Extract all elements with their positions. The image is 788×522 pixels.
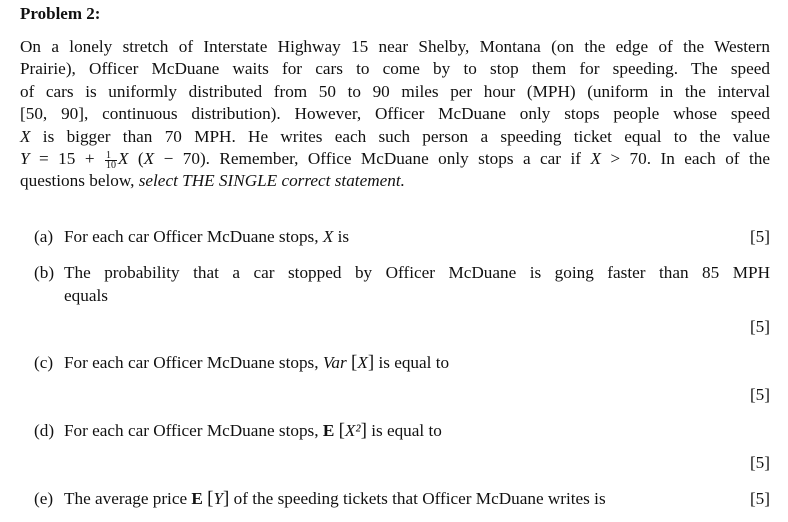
question-text	[64, 352, 770, 374]
var-x: X	[357, 353, 368, 372]
fraction	[105, 151, 117, 170]
var-x-squared: X²	[344, 421, 361, 440]
question-text-part: is equal to	[374, 353, 450, 372]
question-text	[64, 420, 770, 442]
problem-statement	[20, 36, 770, 193]
marks-e: [5]	[749, 489, 770, 508]
statement-line-5-text: is bigger than 70 MPH. He writes each such person a speeding ticket equal to the value	[30, 126, 770, 146]
right-bracket: ]	[367, 352, 375, 373]
left-bracket: [	[207, 488, 214, 509]
question-text-part: For each car Officer McDuane stops,	[64, 227, 323, 246]
question-text-part: of the speeding tickets that Officer McDuane writes is	[229, 489, 606, 508]
statement-line-3: of cars is uniformly distributed from 50 to 90 miles per hour (MPH) (uniform in the interval	[20, 81, 770, 101]
right-bracket: ]	[360, 420, 367, 441]
statement-line-5	[20, 126, 770, 148]
question-text-part: For each car Officer McDuane stops,	[64, 353, 323, 372]
question-label: (c)	[34, 353, 54, 372]
question-text: The probability that a car stopped by Officer McDuane is going faster than 85 MPH	[64, 263, 770, 282]
instruction-emphasis: select THE SINGLE correct statement.	[138, 171, 405, 191]
marks-c: [5]	[749, 385, 770, 404]
problem-page	[20, 0, 770, 522]
var-x: X	[322, 227, 334, 246]
var-x: X	[20, 126, 31, 146]
condition-text: > 70. In each of the	[600, 149, 770, 169]
var-y: Y	[20, 149, 30, 169]
marks-a: [5]	[749, 227, 770, 246]
question-text-part: The average price	[64, 489, 192, 508]
problem-title: Problem 2:	[20, 4, 101, 23]
var-operator: Var	[322, 353, 347, 372]
question-label: (a)	[34, 227, 54, 246]
question-text-part: For each car Officer McDuane stops,	[64, 421, 323, 440]
var-y: Y	[213, 489, 224, 508]
statement-line-2: Prairie), Officer McDuane waits for cars to come by to stop them for speeding. The speed	[20, 59, 770, 79]
fraction-numerator: 1	[105, 151, 117, 161]
expectation-operator: E	[191, 489, 203, 508]
equation-rest: X (X − 70). Remember, Office McDuane only stops a car if	[117, 149, 591, 169]
statement-line-7	[20, 170, 770, 192]
left-bracket: [	[338, 420, 345, 441]
question-text-part: is equal to	[366, 421, 442, 440]
right-bracket: ]	[223, 488, 230, 509]
fraction-denominator: 10	[105, 160, 116, 172]
question-text	[64, 226, 770, 248]
question-label: (d)	[34, 421, 55, 440]
var-x-condition: X	[590, 149, 601, 169]
question-text-part: is	[333, 227, 350, 246]
statement-line-4: [50, 90], continuous distribution). However, Officer McDuane only stops people whose speed	[20, 104, 770, 124]
statement-line-6	[20, 148, 770, 170]
left-bracket: [	[351, 352, 358, 373]
instruction-plain: questions below,	[20, 171, 139, 191]
question-text	[64, 488, 770, 510]
question-label: (e)	[34, 489, 54, 508]
var-x: X	[117, 149, 129, 169]
marks-b: [5]	[749, 317, 770, 336]
question-b-continuation: equals	[64, 286, 108, 305]
equation-part: = 15 +	[29, 149, 104, 169]
marks-d: [5]	[749, 453, 770, 472]
statement-line-1: On a lonely stretch of Interstate Highway 15 near Shelby, Montana (on the edge of the Western	[20, 37, 770, 56]
var-x: X	[143, 149, 155, 169]
question-label: (b)	[34, 263, 55, 282]
expectation-operator: E	[322, 421, 335, 440]
